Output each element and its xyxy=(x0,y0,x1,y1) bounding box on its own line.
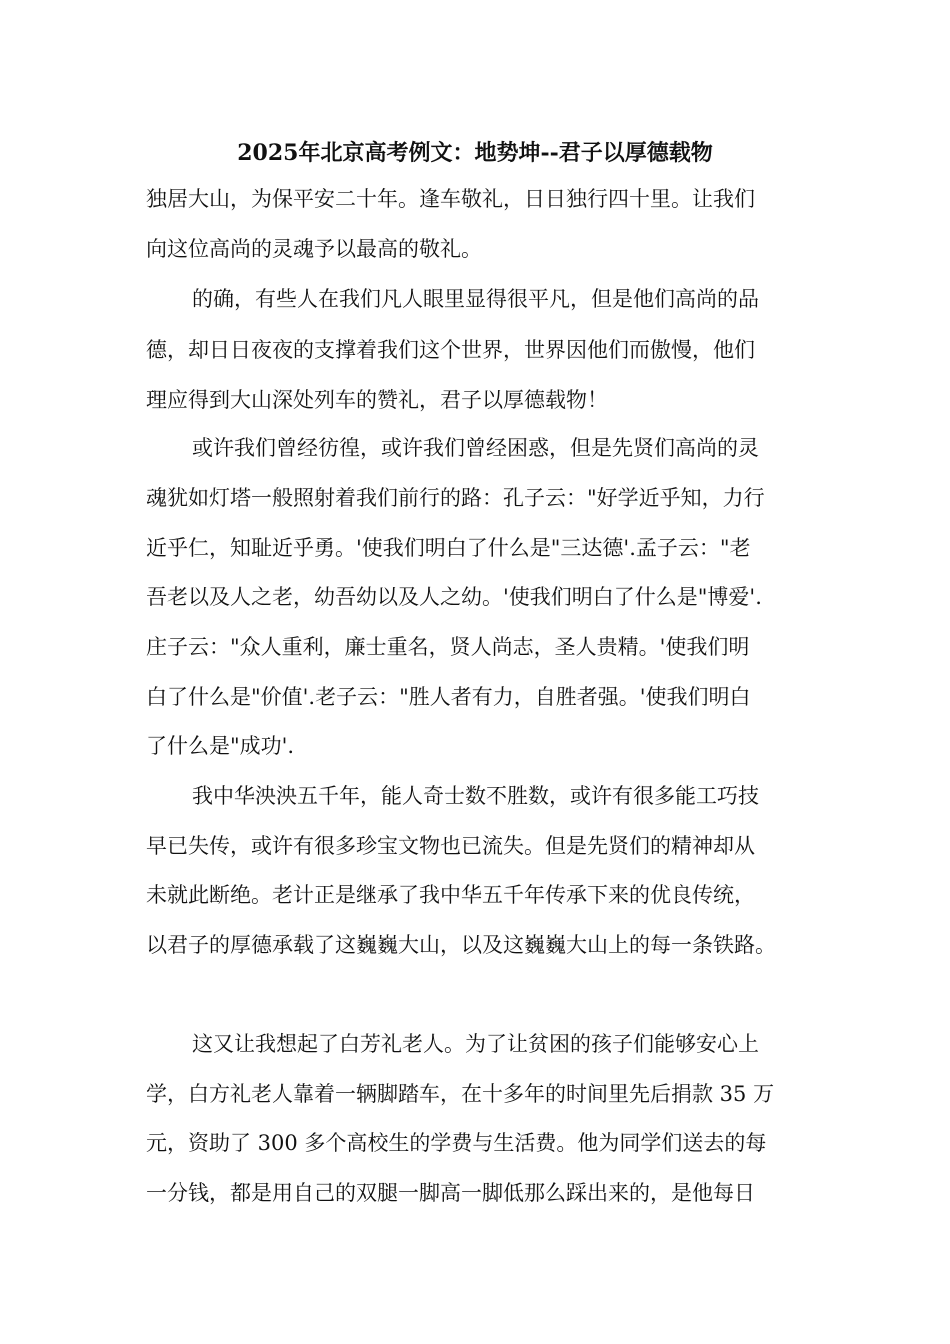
text-line: 近乎仁，知耻近乎勇。'使我们明白了什么是"三达德'.孟子云："老 xyxy=(146,536,751,560)
text-line: 向这位高尚的灵魂予以最高的敬礼。 xyxy=(146,237,482,261)
text-line: 德，却日日夜夜的支撑着我们这个世界，世界因他们而傲慢，他们 xyxy=(146,338,755,362)
text-line: 独居大山，为保平安二十年。逢车敬礼，日日独行四十里。让我们 xyxy=(146,187,755,211)
text-line: 吾老以及人之老，幼吾幼以及人之幼。'使我们明白了什么是"博爱'. xyxy=(146,585,762,609)
text-line: 一分钱，都是用自己的双腿一脚高一脚低那么踩出来的，是他每日 xyxy=(146,1181,755,1205)
document-title: 2025年北京高考例文：地势坤--君子以厚德载物 xyxy=(237,140,713,166)
text-line: 庄子云："众人重利，廉士重名，贤人尚志，圣人贵精。'使我们明 xyxy=(146,635,750,659)
paragraph-start-line: 或许我们曾经彷徨，或许我们曾经困惑，但是先贤们高尚的灵 xyxy=(192,436,759,460)
text-line: 早已失传，或许有很多珍宝文物也已流失。但是先贤们的精神却从 xyxy=(146,834,755,858)
text-line: 白了什么是"价值'.老子云："胜人者有力，自胜者强。'使我们明白 xyxy=(146,685,751,709)
text-line: 以君子的厚德承载了这巍巍大山，以及这巍巍大山上的每一条铁路。 xyxy=(146,933,776,957)
text-line: 魂犹如灯塔一般照射着我们前行的路：孔子云："好学近乎知，力行 xyxy=(146,486,765,510)
text-line: 未就此断绝。老计正是继承了我中华五千年传承下来的优良传统， xyxy=(146,883,755,907)
text-line: 学，白方礼老人靠着一辆脚踏车，在十多年的时间里先后捐款 35 万 xyxy=(146,1082,775,1106)
paragraph-start-line: 这又让我想起了白芳礼老人。为了让贫困的孩子们能够安心上 xyxy=(192,1032,759,1056)
paragraph-start-line: 我中华泱泱五千年，能人奇士数不胜数，或许有很多能工巧技 xyxy=(192,784,759,808)
paragraph-start-line: 的确，有些人在我们凡人眼里显得很平凡，但是他们高尚的品 xyxy=(192,287,759,311)
text-line: 了什么是"成功'. xyxy=(146,734,295,758)
text-line: 理应得到大山深处列车的赞礼，君子以厚德载物！ xyxy=(146,388,608,412)
text-line: 元，资助了 300 多个高校生的学费与生活费。他为同学们送去的每 xyxy=(146,1131,767,1155)
